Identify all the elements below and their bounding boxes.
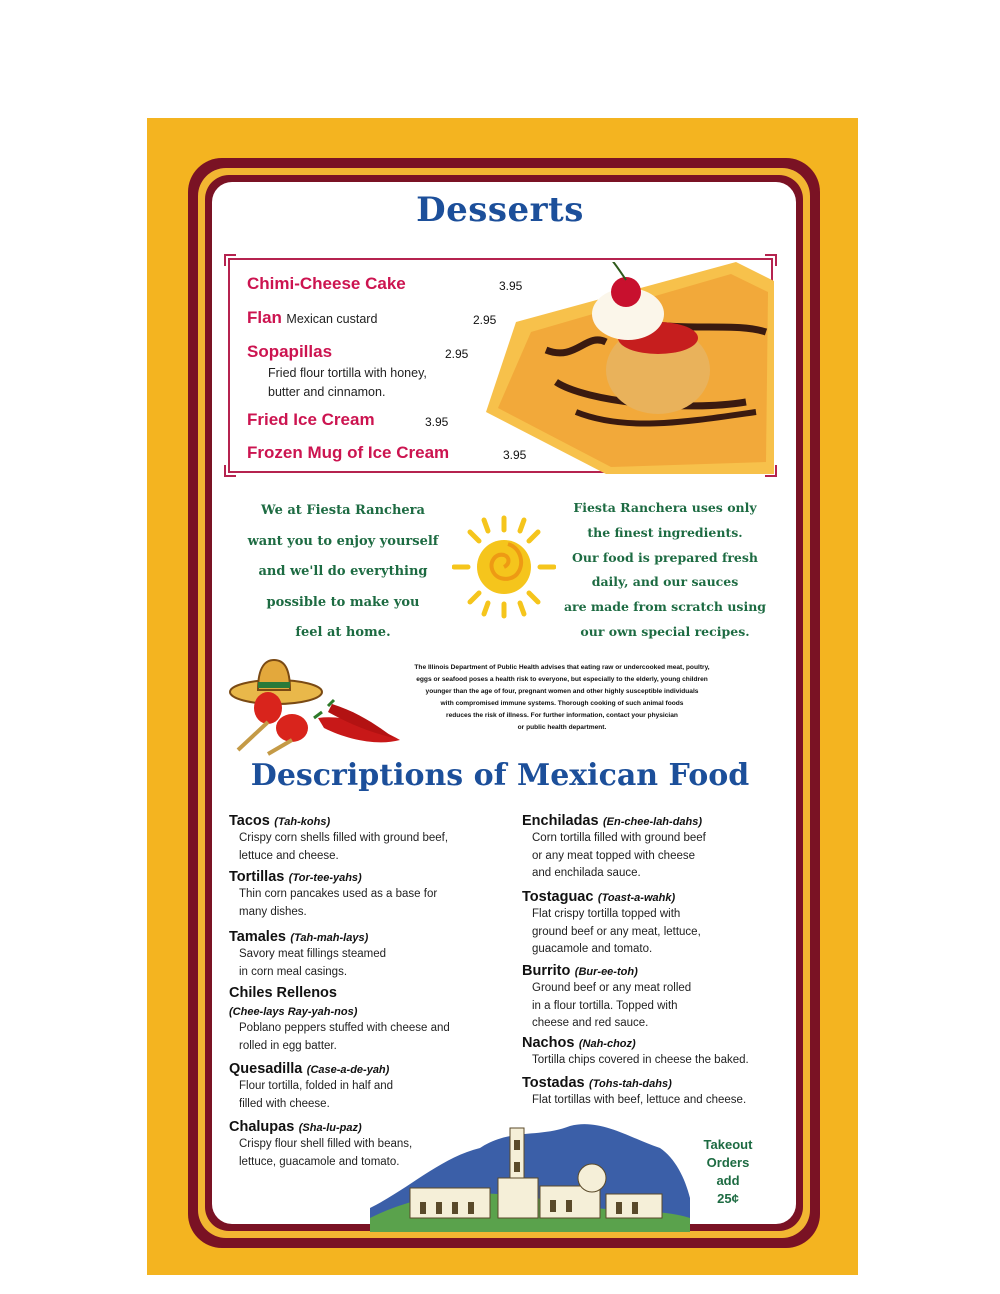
food-heading (522, 962, 691, 980)
food-heading (522, 1074, 746, 1092)
dessert-item (247, 308, 377, 328)
food-heading (522, 1034, 749, 1052)
dessert-item (247, 443, 449, 463)
welcome-line: We at Fiesta Ranchera (261, 503, 425, 518)
food-pronunciation: (Tohs-tah-dahs) (589, 1078, 672, 1090)
descriptions-title: Descriptions of Mexican Food (250, 758, 750, 793)
dessert-description-line: Fried flour tortilla with honey, (268, 366, 427, 380)
food-name: Tamales (229, 929, 286, 945)
food-item (522, 1074, 746, 1110)
dessert-description-line: butter and cinnamon. (268, 385, 386, 399)
welcome-line: possible to make you (266, 594, 420, 610)
dessert-price: 3.95 (425, 415, 449, 429)
welcome-line: and we'll do everything (258, 564, 428, 579)
dessert-price: 3.95 (499, 279, 523, 293)
food-description-line: in a flour tortilla. Topped with (532, 999, 678, 1012)
takeout-line: Takeout (703, 1137, 753, 1152)
health-notice (346, 662, 778, 734)
food-name: Tostaguac (522, 889, 594, 905)
health-notice-line: eggs or seafood poses a health risk to everyone, but especially to the elderly, young children (416, 676, 708, 683)
dessert-description (268, 364, 427, 402)
food-description-line: and enchilada sauce. (532, 867, 641, 879)
welcome-line: Fiesta Ranchera uses only (573, 500, 757, 515)
welcome-line: want you to enjoy yourself (247, 533, 439, 549)
dessert-name: Chimi-Cheese Cake (247, 274, 406, 293)
food-item (229, 928, 386, 981)
food-description-line: or any meat topped with cheese (532, 849, 696, 862)
food-heading (522, 888, 701, 906)
dessert-item (247, 342, 332, 362)
health-notice-line: The Illinois Department of Public Health advises that eating raw or undercooked meat, poultry, (414, 664, 710, 671)
takeout-notice (692, 1136, 764, 1208)
health-notice-line: with compromised immune systems. Thorough cooking of such animal foods (440, 700, 684, 707)
dessert-description: Mexican custard (286, 312, 378, 326)
food-description-line: Corn tortilla filled with ground beef (532, 832, 706, 844)
health-notice-line: or public health department. (517, 724, 607, 731)
village-mountain-illustration (370, 1118, 690, 1232)
box-corner-ornament (224, 254, 236, 266)
welcome-line: the finest ingredients. (587, 524, 743, 540)
welcome-line: Our food is prepared fresh (572, 549, 758, 565)
health-notice-line: reduces the risk of illness. For further information, contact your physician (446, 712, 678, 719)
dessert-price: 2.95 (445, 347, 469, 361)
food-description-line: cheese and red sauce. (532, 1017, 649, 1029)
food-name: Enchiladas (522, 813, 599, 829)
takeout-line: 25¢ (717, 1191, 739, 1206)
food-heading (229, 928, 386, 946)
welcome-line: daily, and our sauces (591, 574, 739, 590)
food-description-line: Savory meat fillings steamed (239, 948, 387, 960)
takeout-line: Orders (706, 1155, 750, 1170)
dessert-item (247, 410, 375, 430)
food-pronunciation: (Toast-a-wahk) (597, 892, 676, 904)
food-heading (229, 1060, 393, 1078)
food-description-line: Poblano peppers stuffed with cheese and (239, 1022, 450, 1034)
food-item (229, 1060, 393, 1113)
welcome-line: feel at home. (295, 625, 391, 640)
box-corner-ornament (224, 465, 236, 477)
dessert-price: 2.95 (473, 313, 497, 327)
food-description-line: Flat tortillas with beef, lettuce and cheese. (532, 1094, 747, 1106)
food-name: Burrito (522, 963, 571, 979)
food-description-line: Crispy corn shells filled with ground beef, (239, 832, 449, 844)
food-name: Quesadilla (229, 1061, 303, 1077)
food-pronunciation: (Tah-kohs) (274, 816, 331, 828)
food-description-line: ground beef or any meat, lettuce, (532, 925, 701, 938)
food-item (229, 812, 448, 865)
food-description-line: in corn meal casings. (239, 965, 348, 978)
dessert-name: Flan (247, 308, 282, 327)
food-heading (229, 812, 448, 830)
food-description-line: guacamole and tomato. (532, 943, 653, 955)
food-item (522, 888, 701, 959)
food-item (229, 868, 437, 921)
food-description-line: rolled in egg batter. (239, 1039, 337, 1052)
food-pronunciation: (Case-a-de-yah) (306, 1064, 390, 1076)
food-name: Tacos (229, 813, 270, 829)
food-description-line: Thin corn pancakes used as a base for (239, 888, 438, 900)
food-pronunciation: (En-chee-lah-dahs) (603, 816, 703, 828)
dessert-name: Fried Ice Cream (247, 410, 375, 429)
food-pronunciation: (Bur-ee-toh) (574, 966, 638, 978)
welcome-text-left (240, 496, 446, 649)
food-item (522, 962, 691, 1033)
food-description-line: filled with cheese. (239, 1097, 330, 1110)
food-name: Tostadas (522, 1075, 585, 1091)
dessert-name: Frozen Mug of Ice Cream (247, 443, 450, 462)
food-heading (229, 868, 437, 886)
sun-icon (452, 514, 556, 620)
food-name: Chiles Rellenos (229, 985, 337, 1001)
food-pronunciation: (Chee-lays Ray-yah-nos) (229, 1006, 358, 1018)
food-pronunciation: (Nah-choz) (578, 1038, 636, 1050)
takeout-line: add (716, 1173, 740, 1188)
food-description-line: Crispy flour shell filled with beans, (239, 1138, 413, 1150)
food-pronunciation: (Sha-lu-paz) (298, 1122, 362, 1134)
food-pronunciation: (Tah-mah-lays) (290, 932, 369, 944)
dessert-item (247, 274, 406, 294)
food-item (522, 812, 706, 883)
food-name: Chalupas (229, 1119, 295, 1135)
food-heading (522, 812, 706, 830)
dessert-price: 3.95 (503, 448, 527, 462)
food-item (229, 984, 450, 1055)
food-heading (229, 984, 450, 1002)
welcome-line: are made from scratch using (563, 599, 767, 615)
food-description-line: many dishes. (239, 905, 307, 918)
food-description-line: Tortilla chips covered in cheese the baked. (532, 1054, 749, 1066)
health-notice-line: younger than the age of four, pregnant women and other highly susceptible individuals (425, 688, 699, 695)
dessert-name: Sopapillas (247, 342, 333, 361)
welcome-text-right (562, 496, 768, 645)
food-description-line: lettuce, guacamole and tomato. (239, 1155, 400, 1168)
food-description-line: Flat crispy tortilla topped with (532, 908, 681, 920)
food-description-line: Flour tortilla, folded in half and (239, 1080, 394, 1092)
food-pronunciation: (Tor-tee-yahs) (288, 872, 362, 884)
food-description-line: Ground beef or any meat rolled (532, 982, 692, 994)
food-item (522, 1034, 749, 1070)
food-name: Tortillas (229, 869, 285, 885)
flan-photo (486, 262, 774, 474)
food-name: Nachos (522, 1035, 575, 1051)
welcome-line: our own special recipes. (580, 623, 750, 639)
food-description-line: lettuce and cheese. (239, 849, 339, 862)
desserts-title: Desserts (416, 190, 584, 230)
